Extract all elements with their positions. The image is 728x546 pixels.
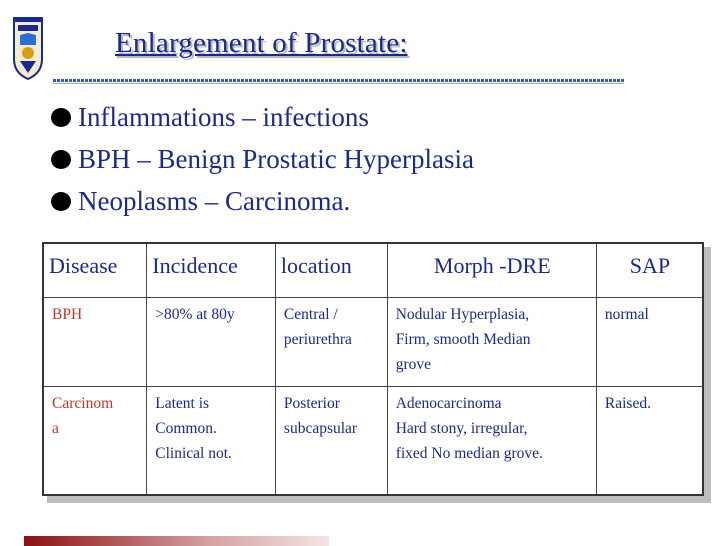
header-sap: SAP: [596, 243, 703, 298]
prostate-table: [42, 242, 704, 496]
title-divider-shade: [53, 83, 624, 84]
cell-sap: normal: [596, 298, 703, 387]
bullet-item: BPH – Benign Prostatic Hyperplasia: [48, 138, 474, 180]
header-disease: Disease: [43, 243, 147, 298]
table-row: [43, 387, 703, 496]
header-incidence: Incidence: [147, 243, 276, 298]
table-row: [43, 298, 703, 387]
bullet-item: Inflammations – infections: [48, 96, 474, 138]
slide-title: Enlargement of Prostate:: [115, 27, 408, 59]
footer-bar: [24, 536, 329, 546]
bullet-dot-icon: [51, 108, 71, 127]
bullet-item: Neoplasms – Carcinoma.: [48, 180, 474, 222]
cell-location: Posterior subcapsular: [275, 387, 387, 496]
header-morph-dre: Morph -DRE: [387, 243, 596, 298]
bullet-dot-icon: [51, 192, 71, 211]
title-divider: [53, 79, 624, 82]
bullet-list: [48, 96, 474, 222]
cell-sap: Raised.: [596, 387, 703, 496]
cell-morph: Adenocarcinoma Hard stony, irregular, fixed No median grove.: [387, 387, 596, 496]
cell-location: Central / periurethra: [275, 298, 387, 387]
cell-morph: Nodular Hyperplasia, Firm, smooth Median grove: [387, 298, 596, 387]
cell-disease: BPH: [43, 298, 147, 387]
crest-logo: [10, 15, 46, 81]
cell-incidence: Latent is Common. Clinical not.: [147, 387, 276, 496]
cell-disease: Carcinom a: [43, 387, 147, 496]
cell-incidence: >80% at 80y: [147, 298, 276, 387]
table-header-row: [43, 243, 703, 298]
header-location: location: [275, 243, 387, 298]
bullet-dot-icon: [51, 150, 71, 169]
